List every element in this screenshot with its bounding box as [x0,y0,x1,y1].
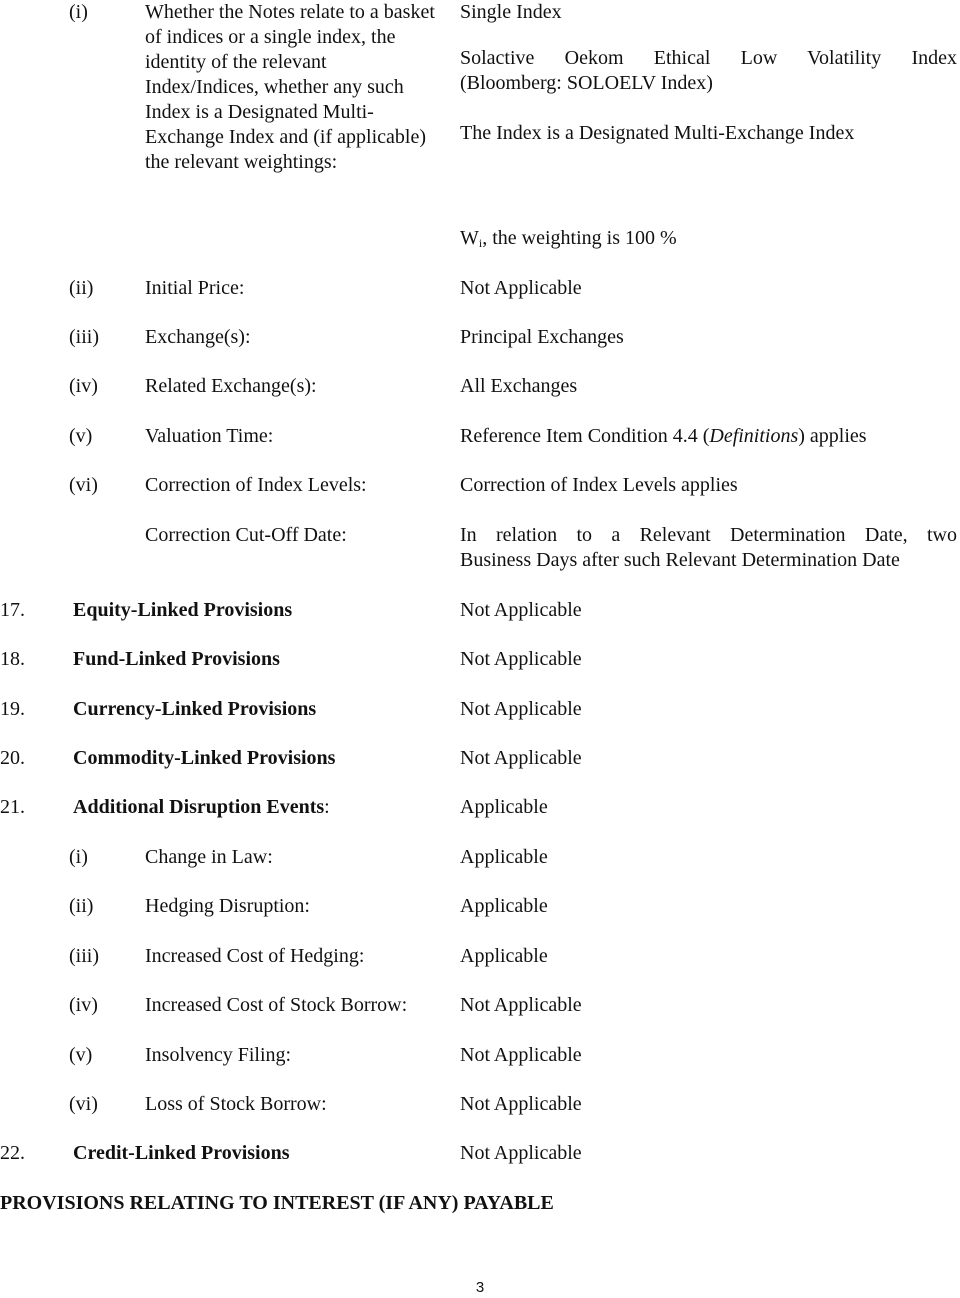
provision-number: 20. [0,747,25,769]
item-number: (ii) [69,277,94,299]
provision-value: Not Applicable [460,648,582,670]
item-label: Exchange(s): [145,326,251,348]
provision-number: 18. [0,648,25,670]
item-number: (v) [69,425,93,447]
provision-value: Not Applicable [460,747,582,769]
provision-value: Not Applicable [460,599,582,621]
item-value: Not Applicable [460,277,582,299]
item-value: Not Applicable [460,994,582,1016]
item-value: Reference Item Condition 4.4 (Definitions) applies [460,425,867,447]
provision-number: 19. [0,698,25,720]
item-label: Initial Price: [145,277,245,299]
provision-value: Applicable [460,796,548,818]
item-value: Correction of Index Levels applies [460,474,738,496]
provision-value: Not Applicable [460,698,582,720]
item-value: Principal Exchanges [460,326,624,348]
item-label: Change in Law: [145,846,273,868]
item-number: (vi) [69,1093,98,1115]
item-label: Correction of Index Levels: [145,474,367,496]
provision-number: 22. [0,1142,25,1164]
page-number: 3 [475,1279,485,1296]
cutoff-value-line2: Business Days after such Relevant Determination Date [460,549,900,571]
item-label: Hedging Disruption: [145,895,310,917]
item-number: (iii) [69,945,99,967]
item-label: Related Exchange(s): [145,375,317,397]
item-value: Not Applicable [460,1044,582,1066]
provision-label: Equity-Linked Provisions [73,599,293,621]
provision-number: 17. [0,599,25,621]
item-value: Applicable [460,895,548,917]
item-value: Applicable [460,846,548,868]
item-label: Loss of Stock Borrow: [145,1093,327,1115]
cutoff-value-line1: In relation to a Relevant Determination Date, two [460,524,957,546]
item-number: (v) [69,1044,93,1066]
item-number: (ii) [69,895,94,917]
item-number: (iv) [69,375,98,397]
provision-value: Not Applicable [460,1142,582,1164]
item-label: Whether the Notes relate to a basket of indices or a single index, the identity of the relevant Index/Indices, whether any such Index is a Designated Multi-Exchange Index and (if applicable) the relevant weightings: [145,1,435,173]
item-number: (i) [69,846,88,868]
provision-label: Credit-Linked Provisions [73,1142,290,1164]
item-label: Valuation Time: [145,425,274,447]
provision-label: Currency-Linked Provisions [73,698,317,720]
index-name-value: Solactive Oekom Ethical Low Volatility Index [460,47,957,69]
provision-label: Fund-Linked Provisions [73,648,280,670]
item-label: Increased Cost of Stock Borrow: [145,994,408,1016]
weighting-value: $W_i$, the weighting is 100 % [460,227,677,250]
item-label: Correction Cut-Off Date: [145,524,347,546]
item-value: Applicable [460,945,548,967]
item-value: Not Applicable [460,1093,582,1115]
item-label: Increased Cost of Hedging: [145,945,365,967]
item-number: (iv) [69,994,98,1016]
item-number: (i) [69,1,88,23]
index-type-value: Single Index [460,1,562,23]
index-bloomberg-value: (Bloomberg: SOLOELV Index) [460,72,713,94]
index-designated-value: The Index is a Designated Multi-Exchange Index [460,122,855,144]
provision-label: Additional Disruption Events: [73,796,330,818]
item-label: Insolvency Filing: [145,1044,292,1066]
item-number: (vi) [69,474,98,496]
provision-label: Commodity-Linked Provisions [73,747,336,769]
provision-number: 21. [0,796,25,818]
item-number: (iii) [69,326,99,348]
section-heading: PROVISIONS RELATING TO INTEREST (IF ANY) PAYABLE [0,1192,554,1214]
item-value: All Exchanges [460,375,578,397]
